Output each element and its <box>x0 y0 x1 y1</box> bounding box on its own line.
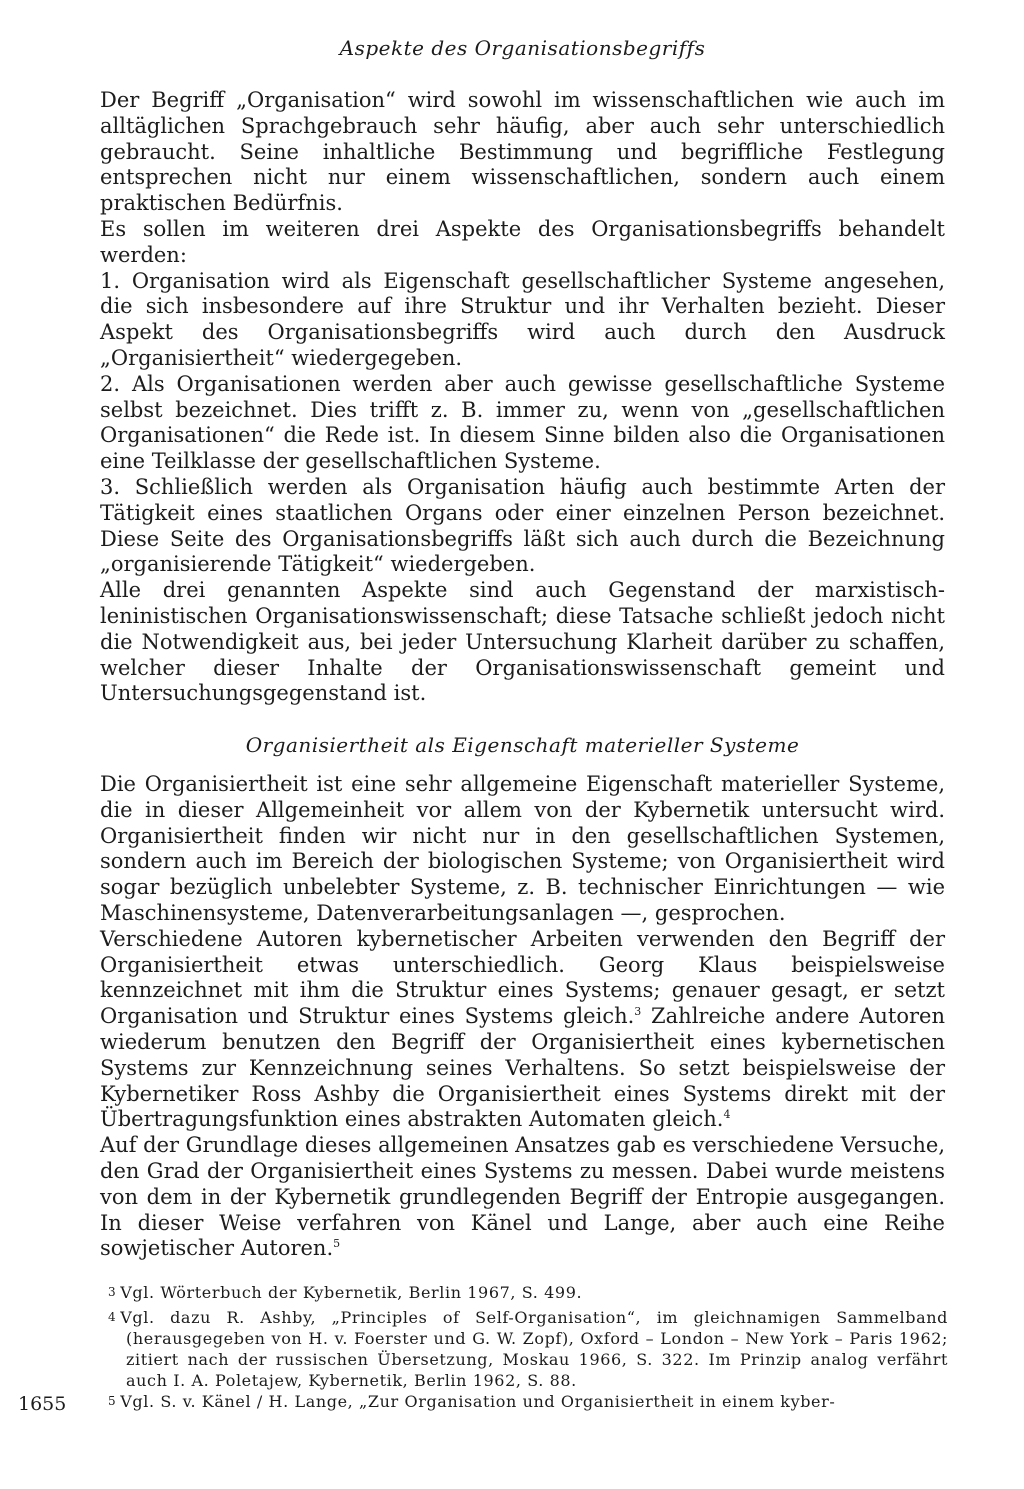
paragraph <box>100 1133 945 1262</box>
footnote-ref-5: 5 <box>333 1237 341 1251</box>
footnote-text: Vgl. Wörterbuch der Kybernetik, Berlin 1967, S. 499. <box>120 1283 583 1302</box>
footnote-text: Vgl. S. v. Känel / H. Lange, „Zur Organisation und Organisiertheit in einem kyber- <box>120 1392 836 1411</box>
section-aspekte-body <box>100 88 945 707</box>
list-item-aspect-1: 1. Organisation wird als Eigenschaft gesellschaftlicher Systeme angesehen, die sich insbesondere auf ihre Struktur und ihr Verhalten bezieht. Dieser Aspekt des Organisationsbegriffs wird auch durch den Ausdruck „Organisiertheit“ wiedergegeben. <box>100 268 945 370</box>
list-item-aspect-2: 2. Als Organisationen werden aber auch gewisse gesellschaftliche Systeme selbst bezeichnet. Dies trifft z. B. immer zu, wenn von „gesellschaftlichen Organisationen“ die Rede ist. In diesem Sinne bilden also die Organisationen eine Teilklasse der gesellschaftlichen Systeme. <box>100 371 945 474</box>
footnote-3 <box>108 1282 948 1303</box>
paragraph: Alle drei genannten Aspekte sind auch Gegenstand der marxistisch-leninistischen Organisationswissenschaft; diese Tatsache schließt jedoch nicht die Notwendigkeit aus, bei jeder Untersuchung Klarheit darüber zu schaffen, welcher dieser Inhalte der Organisationswissenschaft gemeint und Untersuchungsgegenstand ist. <box>100 578 945 706</box>
list-item-aspect-3: 3. Schließlich werden als Organisation häufig auch bestimmte Arten der Tätigkeit eines staatlichen Organs oder einer einzelnen Person bezeichnet. Diese Seite des Organisationsbegriffs läßt sich auch durch die Bezeichnung „organisierende Tätigkeit“ wiedergeben. <box>100 474 945 577</box>
paragraph-text: Zahlreiche andere Autoren wiederum benutzen den Begriff der Organisiertheit eines kybernetischen Systems zur Kennzeichnung seines Verhaltens. So setzt beispielsweise der Kybernetiker Ross Ashby die Organisiertheit eines Systems direkt mit der Übertragungsfunktion eines abstrakten Automaten gleich. <box>100 1004 945 1132</box>
paragraph: Die Organisiertheit ist eine sehr allgemeine Eigenschaft materieller Systeme, die in dieser Allgemeinheit vor allem von der Kybernetik untersucht wird. Organisiertheit finden wir nicht nur in den gesellschaftlichen Systemen, sondern auch im Bereich der biologischen Systeme; von Organisiertheit wird sogar bezüglich unbelebter Systeme, z. B. technischer Einrichtungen — wie Maschinensysteme, Datenverarbeitungsanlagen —, gesprochen. <box>100 772 945 925</box>
footnote-text: Vgl. dazu R. Ashby, „Principles of Self-Organisation“, im gleichnamigen Sammelband (herausgegeben von H. v. Foerster und G. W. Zopf), Oxford – London – New York – Paris 1962; zitiert nach der russischen Übersetzung, Moskau 1966, S. 322. Im Prinzip analog verfährt auch I. A. Poletajew, Kybernetik, Berlin 1962, S. 88. <box>120 1308 948 1390</box>
paragraph-text: Auf der Grundlage dieses allgemeinen Ansatzes gab es verschiedene Versuche, den Grad der Organisiertheit eines Systems zu messen. Dabei wurde meistens von dem in der Kybernetik grundlegenden Begriff der Entropie ausgegangen. In dieser Weise verfahren von Känel und Lange, aber auch eine Reihe sowjetischer Autoren. <box>100 1133 945 1261</box>
paragraph <box>100 927 945 1133</box>
footnote-ref-3: 3 <box>634 1005 642 1019</box>
footnote-ref-4: 4 <box>723 1108 731 1122</box>
paragraph: Es sollen im weiteren drei Aspekte des Organisationsbegriffs behandelt werden: <box>100 216 945 267</box>
footnote-mark: 5 <box>108 1394 117 1408</box>
footnote-5 <box>108 1391 948 1412</box>
section-heading-organisiertheit: Organisiertheit als Eigenschaft materieller Systeme <box>245 733 800 757</box>
footnotes <box>108 1282 948 1412</box>
footnote-mark: 3 <box>108 1285 117 1299</box>
page-number: 1655 <box>18 1393 67 1415</box>
paragraph: Der Begriff „Organisation“ wird sowohl im wissenschaftlichen wie auch im alltäglichen Sprachgebrauch sehr häufig, aber auch sehr unterschiedlich gebraucht. Seine inhaltliche Bestimmung und begriffliche Festlegung entsprechen nicht nur einem wissenschaftlichen, sondern auch einem praktischen Bedürfnis. <box>100 88 945 216</box>
footnote-4 <box>108 1307 948 1391</box>
paragraph-text: Verschiedene Autoren kybernetischer Arbeiten verwenden den Begriff der Organisiertheit etwas unterschiedlich. Georg Klaus beispielsweise kennzeichnet mit ihm die Struktur eines Systems; genauer gesagt, er setzt Organisation und Struktur eines Systems gleich. <box>100 926 945 1029</box>
section-organisiertheit-body <box>100 772 945 1262</box>
footnote-mark: 4 <box>108 1310 117 1324</box>
section-heading-aspekte: Aspekte des Organisationsbegriffs <box>339 36 706 60</box>
